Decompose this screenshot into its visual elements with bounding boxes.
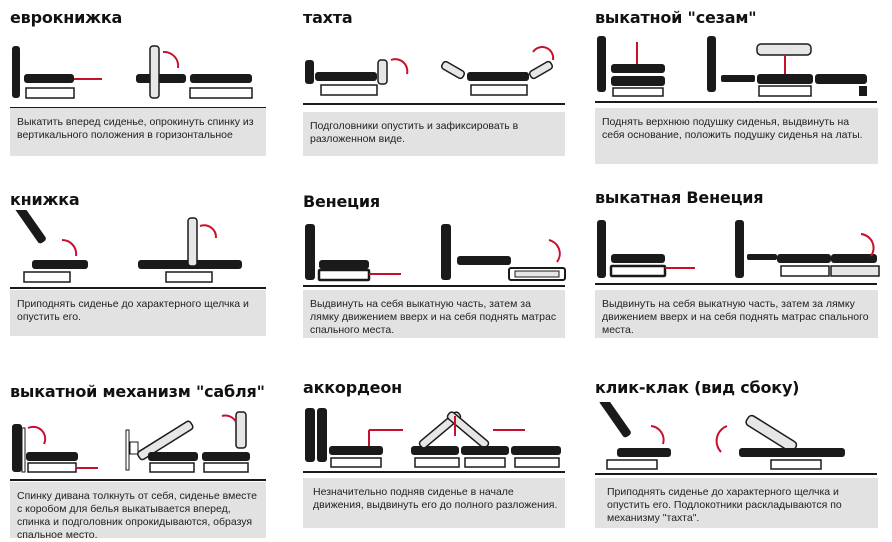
panel-caption: Подголовники опустить и зафиксировать в разложенном виде. — [303, 112, 565, 156]
klik-klak-diagram — [595, 402, 885, 476]
sezam-diagram — [595, 32, 885, 108]
panel-title: клик-клак (вид сбоку) — [595, 378, 800, 397]
panel-caption: Поднять верхнюю подушку сиденья, выдвинуть на себя основание, положить подушку сиденья на латы. — [595, 108, 878, 164]
panel-caption: Приподнять сиденье до характерного щелчка и опустить его. — [10, 290, 266, 336]
panel-title: еврокнижка — [10, 8, 123, 27]
panel-sablya — [10, 382, 286, 541]
panel-caption: Незначительно подняв сиденье в начале движения, выдвинуть его до полного разложения. — [303, 478, 565, 528]
panel-takhta — [303, 8, 575, 158]
vykatnaya-venetsiya-diagram — [595, 216, 885, 288]
panel-title: выкатной механизм "сабля" — [10, 382, 265, 401]
takhta-diagram — [303, 38, 575, 112]
panel-vykatnaya-venetsiya — [595, 188, 885, 338]
panel-title: выкатная Венеция — [595, 188, 764, 207]
panel-title: аккордеон — [303, 378, 402, 397]
panel-venetsiya — [303, 192, 575, 342]
panel-title: тахта — [303, 8, 353, 27]
eurobook-diagram — [10, 38, 286, 112]
panel-eurobook — [10, 8, 286, 158]
sablya-diagram — [10, 406, 286, 482]
akkordeon-diagram — [303, 402, 575, 474]
knizhka-diagram — [10, 210, 286, 290]
panel-klik-klak — [595, 378, 885, 528]
panel-sezam — [595, 8, 885, 158]
panel-caption: Выдвинуть на себя выкатную часть, затем за лямку движением вверх и на себя поднять матрас спального места. — [303, 290, 565, 338]
panel-akkordeon — [303, 378, 575, 528]
panel-caption: Приподнять сиденье до характерного щелчка и опустить его. Подлокотники раскладываются по механизму "тахта". — [595, 478, 878, 528]
panel-title: выкатной "сезам" — [595, 8, 757, 27]
panel-title: книжка — [10, 190, 80, 209]
panel-knizhka — [10, 190, 286, 340]
panel-title: Венеция — [303, 192, 380, 211]
panel-caption: Спинку дивана толкнуть от себя, сиденье вместе с коробом для белья выкатывается вперед, спинка и подголовник опрокидываются, образуя спальное место. — [10, 482, 266, 538]
venetsiya-diagram — [303, 220, 575, 288]
panel-caption: Выкатить вперед сиденье, опрокинуть спинку из вертикального положения в горизонтальное — [10, 108, 266, 156]
panel-caption: Выдвинуть на себя выкатную часть, затем за лямку движением вверх и на себя поднять матрас спального места. — [595, 290, 878, 338]
